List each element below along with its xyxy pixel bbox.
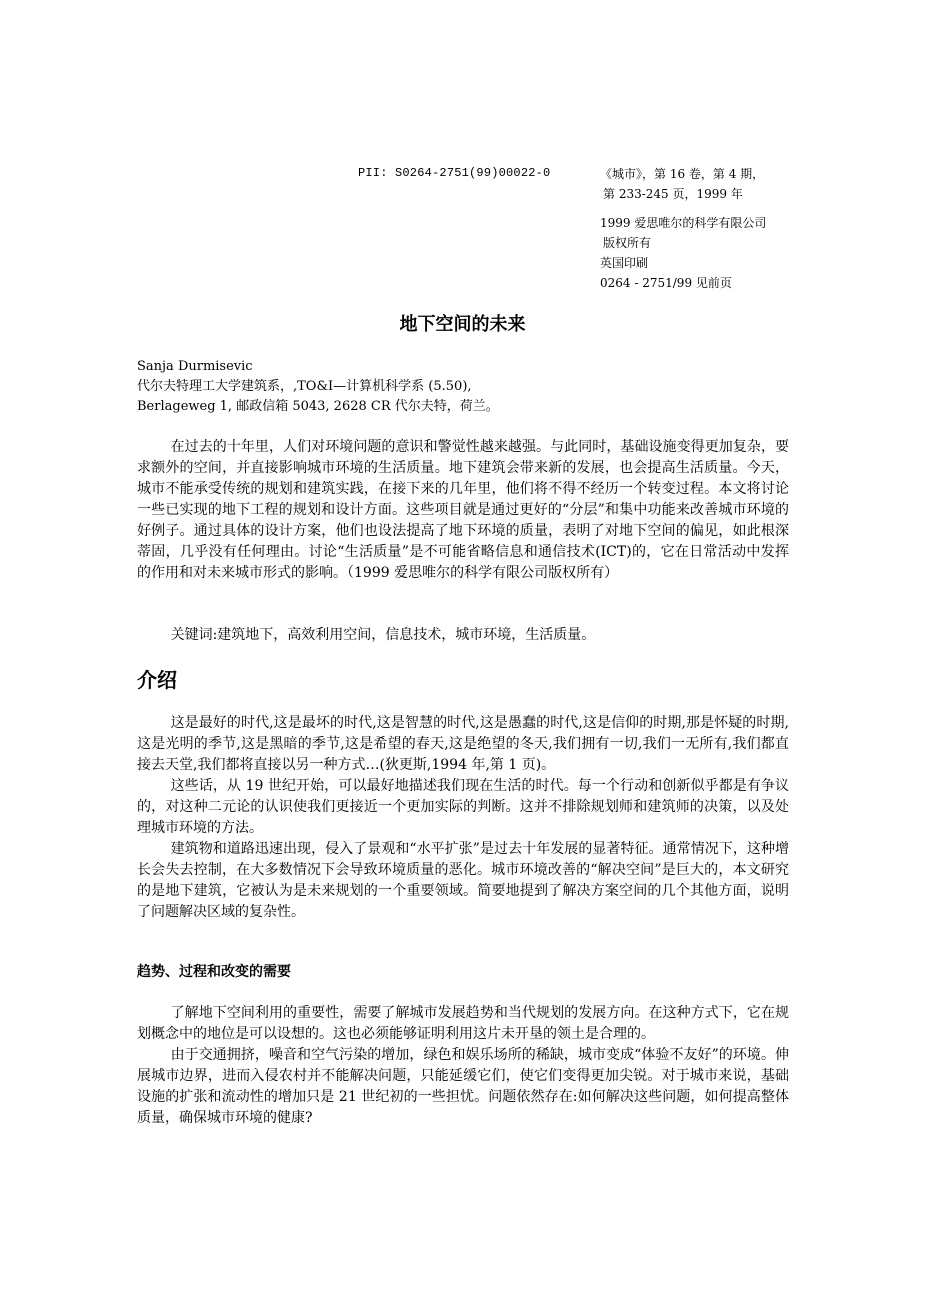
copyright-holder: 1999 爱思唯尔的科学有限公司: [600, 216, 767, 230]
issn-line: 0264 - 2751/99 见前页: [600, 276, 732, 290]
abstract: [137, 437, 789, 584]
author-address: Berlageweg 1, 邮政信箱 5043, 2628 CR 代尔夫特，荷兰。: [137, 399, 499, 414]
author-name: Sanja Durmisevic: [137, 359, 253, 374]
pii-code: PII: S0264-2751(99)00022-0: [358, 166, 551, 180]
author-affiliation: 代尔夫特理工大学建筑系，,TO&I—计算机科学系 (5.50),: [137, 379, 472, 394]
paragraph: 了解地下空间利用的重要性，需要了解城市发展趋势和当代规划的发展方向。在这种方式下，它在规划概念中的地位是可以设想的。这也必须能够证明利用这片未开垦的领土是合理的。: [137, 1005, 789, 1042]
author-block: [137, 357, 499, 417]
trends-section: [137, 1003, 789, 1129]
journal-pages: 第 233-245 页，1999 年: [603, 187, 743, 201]
paragraph: 由于交通拥挤，噪音和空气污染的增加，绿色和娱乐场所的稀缺，城市变成“体验不友好”的环境。伸展城市边界，进而入侵农村并不能解决问题，只能延缓它们，使它们变得更加尖锐。对于城市来说，基础设施的扩张和流动性的增加只是 21 世纪初的一些担忧。问题依然存在:如何解决这些问题，如何提高整体质量，确保城市环境的健康?: [137, 1047, 789, 1126]
section-heading-trends: 趋势、过程和改变的需要: [137, 964, 291, 980]
abstract-text: 在过去的十年里，人们对环境问题的意识和警觉性越来越强。与此同时，基础设施变得更加复杂，要求额外的空间，并直接影响城市环境的生活质量。地下建筑会带来新的发展，也会提高生活质量。今天，城市不能承受传统的规划和建筑实践，在接下来的几年里，他们将不得不经历一个转变过程。本文将讨论一些已实现的地下工程的规划和设计方面。这些项目就是通过更好的“分层”和集中功能来改善城市环境的好例子。通过具体的设计方案，他们也设法提高了地下环境的质量，表明了对地下空间的偏见，如此根深蒂固，几乎没有任何理由。讨论“生活质量”是不可能省略信息和通信技术(ICT)的，它在日常活动中发挥的作用和对未来城市形式的影响。（1999 爱思唯尔的科学有限公司版权所有）: [137, 439, 789, 581]
intro-section: [137, 713, 789, 923]
journal-citation: 《城市》，第 16 卷，第 4 期，: [600, 167, 765, 181]
paragraph: 这是最好的时代,这是最坏的时代,这是智慧的时代,这是愚蠢的时代,这是信仰的时期,那是怀疑的时期,这是光明的季节,这是黑暗的季节,这是希望的春天,这是绝望的冬天,我们拥有一切,我们一无所有,我们都直接去天堂,我们都将直接以另一种方式…(狄更斯,1994 年,第 1 页)。: [137, 715, 789, 773]
paragraph: 建筑物和道路迅速出现，侵入了景观和“水平扩张”是过去十年发展的显著特征。通常情况下，这种增长会失去控制，在大多数情况下会导致环境质量的恶化。城市环境改善的“解决空间”是巨大的，本文研究的是地下建筑，它被认为是未来规划的一个重要领域。简要地提到了解决方案空间的几个其他方面，说明了问题解决区域的复杂性。: [137, 841, 789, 920]
keywords: [137, 625, 789, 646]
section-heading-intro: 介绍: [137, 668, 177, 692]
printed-in: 英国印刷: [600, 256, 649, 270]
paragraph: 这些话，从 19 世纪开始，可以最好地描述我们现在生活的时代。每一个行动和创新似乎都是有争议的，对这种二元论的认识使我们更接近一个更加实际的判断。这并不排除规划师和建筑师的决策，以及处理城市环境的方法。: [137, 778, 789, 836]
keywords-text: 关键词:建筑地下，高效利用空间，信息技术，城市环境，生活质量。: [170, 627, 596, 643]
citation-block: [600, 164, 766, 293]
rights-reserved: 版权所有: [603, 236, 652, 250]
paper-title: 地下空间的未来: [399, 314, 526, 335]
